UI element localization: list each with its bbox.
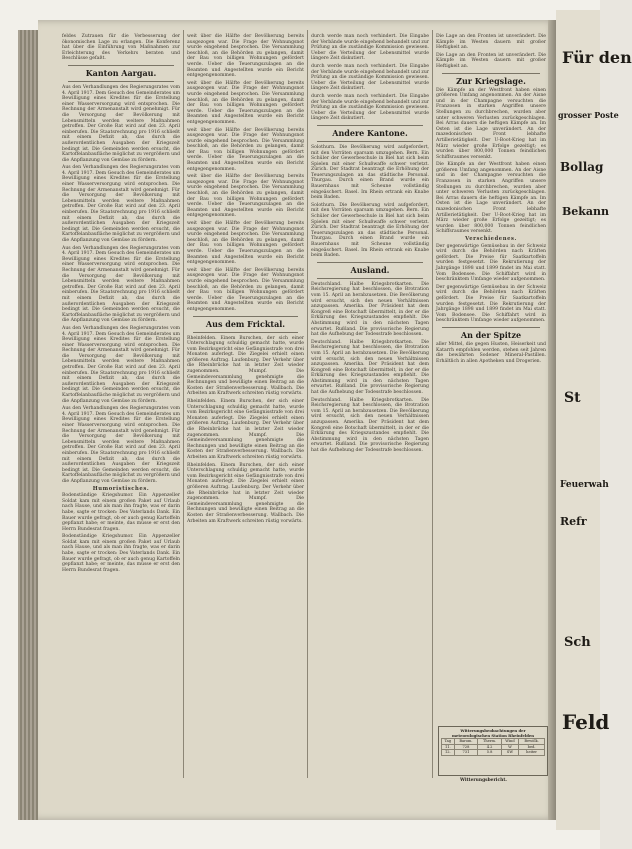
column-separator: [432, 30, 433, 778]
divider: [68, 81, 174, 82]
weather-cell: 12.: [442, 750, 455, 756]
weather-table: [438, 726, 548, 776]
divider: [193, 316, 298, 317]
ad-st: St: [564, 390, 581, 406]
article-body: durch werde man noch verhindert. Die Eingabe der Verbände wurde eingehend behandelt und zur Prüfung an die zuständige Kommission gewiesen. Ueber die Verteilung der Lebensmittel wurde längere Zeit diskutiert.: [311, 34, 429, 62]
column-1: [62, 34, 180, 774]
article-body: weit über die Hälfte der Bevölkerung bereits ausgezogen war. Die Frage der Wohnungsnot wurde eingehend besprochen. Die Versammlung beschloß, an die Behörden zu gelangen, damit der Bau von billigen Wohnungen gefördert werde. Ueber die Teuerungszulagen an die Beamten und Angestellten wurde ein Bericht entgegengenommen.: [187, 221, 304, 266]
weather-cell: 728: [454, 744, 478, 750]
weather-header: Tag: [442, 739, 455, 745]
section-heading-humor: Humoristisches.: [92, 485, 150, 492]
article-body: Rheinfelden. Einem Burschen, der sich einer Unterschlagung schuldig gemacht hatte, wurde vom Bezirksgericht eine Gefängnisstrafe von drei Monaten auferlegt. Die Ziegelei erhielt einen größeren Auftrag. Laufenburg. Der Verkehr über die Rheinbrücke hat in letzter Zeit wieder zugenommen. Mumpf. Die Gemeindeversammlung genehmigte die Rechnungen und bewilligte einen Beitrag an die Kosten der Straßenverbesserung. Wallbach. Die Arbeiten am Kraftwerk schreiten rüstig vorwärts.: [187, 399, 304, 460]
section-heading-kriegslage: Zur Kriegslage.: [456, 75, 526, 86]
weather-cell: bed.: [519, 744, 545, 750]
divider: [193, 332, 298, 333]
ad-poster: grosser Poste: [558, 110, 619, 120]
ad-headline: Für den: [562, 48, 632, 67]
article-body: Bodenständige Kriegshumor. Ein Appenzeller Soldat kam mit einem großen Paket auf Urlaub nach Hause, und als man ihn fragte, was er darin habe, sagte er trocken: Des Vaterlands Dank. Ein Bauer wurde gefragt, ob er auch genug Kartoffeln gepflanzt habe; er meinte, das müsse er erst den Herrn Bundesrat fragen.: [62, 493, 180, 532]
divider: [68, 65, 174, 66]
article-body: Der gegenwärtige Gemüsebau in der Schweiz wird durch die Behörden nach Kräften gefördert. Die Preise für Saatkartoffeln wurden festgesetzt. Die Rekrutierung der Jahrgänge 1898 und 1899 findet im Mai statt. Vom Bodensee. Die Schiffahrt wird in beschränktem Umfange wieder aufgenommen.: [436, 284, 546, 324]
ad-heading-spitze: An der Spitze: [460, 329, 522, 340]
column-separator: [183, 30, 184, 778]
section-heading-aargau: Kanton Aargau.: [85, 67, 157, 78]
divider: [317, 278, 423, 279]
weather-title: Witterungsbeobachtungen der meteorologischen Station Rheinfelden: [451, 728, 535, 738]
ad-brand: Bollag: [560, 160, 604, 174]
section-heading-verschiedenes: Verschiedenes.: [465, 236, 517, 242]
section-heading-ausland: Ausland.: [350, 264, 390, 275]
article-body: Deutschland. Halbe Kriegsbrotkarten. Die Reichsregierung hat beschlossen, die Brotration vom 15. April an herabzusetzen. Die Bevölkerung wird ersucht, sich den neuen Verhältnissen anzupassen. Amerika. Der Präsident hat dem Kongreß eine Botschaft übermittelt, in der er die Erklärung des Kriegszustandes empfiehlt. Die Abstimmung wird in den nächsten Tagen erwartet. Rußland. Die provisorische Regierung hat die Aufhebung der Todesstrafe beschlossen.: [311, 397, 429, 453]
weather-header: Bewölk.: [519, 739, 545, 745]
weather-cell: 11.: [442, 744, 455, 750]
section-heading-fricktal: Aus dem Fricktal.: [205, 318, 286, 329]
weather-header: Therm.: [478, 739, 502, 745]
column-2: [187, 34, 304, 774]
ad-feld: Feld: [562, 710, 610, 734]
article-body: Der gegenwärtige Gemüsebau in der Schweiz wird durch die Behörden nach Kräften gefördert. Die Preise für Saatkartoffeln wurden festgesetzt. Die Rekrutierung der Jahrgänge 1898 und 1899 findet im Mai statt. Vom Bodensee. Die Schiffahrt wird in beschränktem Umfange wieder aufgenommen.: [436, 243, 546, 283]
weather-cell: SW: [501, 750, 518, 756]
article-body: weit über die Hälfte der Bevölkerung bereits ausgezogen war. Die Frage der Wohnungsnot wurde eingehend besprochen. Die Versammlung beschloß, an die Behörden zu gelangen, damit der Bau von billigen Wohnungen gefördert werde. Ueber die Teuerungszulagen an die Beamten und Angestellten wurde ein Bericht entgegengenommen.: [187, 34, 304, 79]
ad-refr: Refr: [560, 515, 587, 528]
column-3: [311, 34, 429, 774]
right-page: [556, 10, 632, 830]
article-body: weit über die Hälfte der Bevölkerung bereits ausgezogen war. Die Frage der Wohnungsnot wurde eingehend besprochen. Die Versammlung beschloß, an die Behörden zu gelangen, damit der Bau von billigen Wohnungen gefördert werde. Ueber die Teuerungszulagen an die Beamten und Angestellten wurde ein Bericht entgegengenommen.: [187, 267, 304, 312]
divider: [317, 141, 423, 142]
article-body: Aus den Verhandlungen des Regierungsrates vom 4. April 1917. Dem Gesuch des Gemeinderates um Bewilligung eines Kredites für die Erstellung einer Wasserversorgung wird entsprochen. Die Rechnung der Armenanstalt wird genehmigt. Für die Versorgung der Bevölkerung mit Lebensmitteln werden weitere Maßnahmen getroffen. Der Große Rat wird auf den 23. April einberufen. Die Staatsrechnung pro 1916 schließt mit einem Defizit ab, das durch die außerordentlichen Ausgaben der Kriegszeit bedingt ist. Die Gemeinden werden ersucht, die Kartoffelanbaufläche möglichst zu vergrößern und die Anpflanzung von Gemüse zu fördern.: [62, 165, 180, 243]
article-body: Die Lage an den Fronten ist unverändert. Die Kämpfe im Westen dauern mit großer Heftigkeit an.: [436, 52, 546, 69]
weather-header: Barom.: [454, 739, 478, 745]
article-body: Deutschland. Halbe Kriegsbrotkarten. Die Reichsregierung hat beschlossen, die Brotration vom 15. April an herabzusetzen. Die Bevölkerung wird ersucht, sich den neuen Verhältnissen anzupassen. Amerika. Der Präsident hat dem Kongreß eine Botschaft übermittelt, in der er die Erklärung des Kriegszustandes empfiehlt. Die Abstimmung wird in den nächsten Tagen erwartet. Rußland. Die provisorische Regierung hat die Aufhebung der Todesstrafe beschlossen.: [311, 281, 429, 338]
article-intro: feldes Zutrauen für die Verbesserung der ökonomischen Lage zu erlangen. Die Konferenz hat über die Einführung von Maßnahmen zur Erleichterung des Verkehrs beraten und Beschlüsse gefaßt.: [62, 34, 180, 62]
column-4: [436, 34, 546, 724]
ad-bekannt: Bekann: [562, 205, 610, 218]
ad-body: aller Mittel, die gegen Husten, Heiserkeit und Katarrh empfohlen werden, stehen seit Jahren die bewährten Sodener Mineral-Pastillen. Erhältlich in allen Apotheken und Drogerien.: [436, 341, 546, 364]
article-body: Rheinfelden. Einem Burschen, der sich einer Unterschlagung schuldig gemacht hatte, wurde vom Bezirksgericht eine Gefängnisstrafe von drei Monaten auferlegt. Die Ziegelei erhielt einen größeren Auftrag. Laufenburg. Der Verkehr über die Rheinbrücke hat in letzter Zeit wieder zugenommen. Mumpf. Die Gemeindeversammlung genehmigte die Rechnungen und bewilligte einen Beitrag an die Kosten der Straßenverbesserung. Wallbach. Die Arbeiten am Kraftwerk schreiten rüstig vorwärts.: [187, 335, 304, 397]
article-body: Aus den Verhandlungen des Regierungsrates vom 4. April 1917. Dem Gesuch des Gemeinderates um Bewilligung eines Kredites für die Erstellung einer Wasserversorgung wird entsprochen. Die Rechnung der Armenanstalt wird genehmigt. Für die Versorgung der Bevölkerung mit Lebensmitteln werden weitere Maßnahmen getroffen. Der Große Rat wird auf den 23. April einberufen. Die Staatsrechnung pro 1916 schließt mit einem Defizit ab, das durch die außerordentlichen Ausgaben der Kriegszeit bedingt ist. Die Gemeinden werden ersucht, die Kartoffelanbaufläche möglichst zu vergrößern und die Anpflanzung von Gemüse zu fördern.: [62, 325, 180, 404]
weather-cell: 731: [454, 750, 478, 756]
footer-label: Witterungsbericht.: [460, 778, 507, 783]
article-body: Aus den Verhandlungen des Regierungsrates vom 4. April 1917. Dem Gesuch des Gemeinderates um Bewilligung eines Kredites für die Erstellung einer Wasserversorgung wird entsprochen. Die Rechnung der Armenanstalt wird genehmigt. Für die Versorgung der Bevölkerung mit Lebensmitteln werden weitere Maßnahmen getroffen. Der Große Rat wird auf den 23. April einberufen. Die Staatsrechnung pro 1916 schließt mit einem Defizit ab, das durch die außerordentlichen Ausgaben der Kriegszeit bedingt ist. Die Gemeinden werden ersucht, die Kartoffelanbaufläche möglichst zu vergrößern und die Anpflanzung von Gemüse zu fördern.: [62, 84, 180, 163]
article-body: Aus den Verhandlungen des Regierungsrates vom 4. April 1917. Dem Gesuch des Gemeinderates um Bewilligung eines Kredites für die Erstellung einer Wasserversorgung wird entsprochen. Die Rechnung der Armenanstalt wird genehmigt. Für die Versorgung der Bevölkerung mit Lebensmitteln werden weitere Maßnahmen getroffen. Der Große Rat wird auf den 23. April einberufen. Die Staatsrechnung pro 1916 schließt mit einem Defizit ab, das durch die außerordentlichen Ausgaben der Kriegszeit bedingt ist. Die Gemeinden werden ersucht, die Kartoffelanbaufläche möglichst zu vergrößern und die Anpflanzung von Gemüse zu fördern.: [62, 245, 180, 324]
weather-cell: 5.8: [478, 750, 502, 756]
article-body: weit über die Hälfte der Bevölkerung bereits ausgezogen war. Die Frage der Wohnungsnot wurde eingehend besprochen. Die Versammlung beschloß, an die Behörden zu gelangen, damit der Bau von billigen Wohnungen gefördert werde. Ueber die Teuerungszulagen an die Beamten und Angestellten wurde ein Bericht entgegengenommen.: [187, 80, 304, 125]
article-body: weit über die Hälfte der Bevölkerung bereits ausgezogen war. Die Frage der Wohnungsnot wurde eingehend besprochen. Die Versammlung beschloß, an die Behörden zu gelangen, damit der Bau von billigen Wohnungen gefördert werde. Ueber die Teuerungszulagen an die Beamten und Angestellten wurde ein Bericht entgegengenommen.: [187, 174, 304, 219]
weather-cell: 4.2: [478, 744, 502, 750]
article-body: durch werde man noch verhindert. Die Eingabe der Verbände wurde eingehend behandelt und zur Prüfung an die zuständige Kommission gewiesen. Ueber die Verteilung der Lebensmittel wurde längere Zeit diskutiert.: [311, 63, 429, 92]
article-body: Die Kämpfe an der Westfront haben einen größeren Umfang angenommen. An der Aisne und in der Champagne versuchten die Franzosen in starken Angriffen unsere Stellungen zu durchbrechen, wurden aber unter schweren Verlusten zurückgeschlagen. Bei Arras dauern die heftigen Kämpfe an. Im Osten ist die Lage unverändert. An der mazedonischen Front lebhafte Artillerietätigkeit. Der U-Boot-Krieg hat im März wieder große Erfolge gezeitigt; es wurden über 800,000 Tonnen feindlichen Schiffsraumes versenkt.: [436, 162, 546, 235]
divider: [442, 327, 540, 328]
ad-sch: Sch: [564, 635, 591, 650]
article-body: weit über die Hälfte der Bevölkerung bereits ausgezogen war. Die Frage der Wohnungsnot wurde eingehend besprochen. Die Versammlung beschloß, an die Behörden zu gelangen, damit der Bau von billigen Wohnungen gefördert werde. Ueber die Teuerungszulagen an die Beamten und Angestellten wurde ein Bericht entgegengenommen.: [187, 127, 304, 172]
book-page-edges: [18, 30, 38, 820]
weather-grid: [441, 738, 545, 756]
section-heading-kantone: Andere Kantone.: [332, 127, 408, 138]
weather-header: Wind: [501, 739, 518, 745]
article-body: Solothurn. Die Bevölkerung wird aufgefordert, mit den Vorräten sparsam umzugehen. Bern. Ein Schüler der Gewerbeschule in Biel hat sich beim Spielen mit einer Schußwaffe schwer verletzt. Zürich. Der Stadtrat beantragt die Erhöhung der Teuerungszulagen an das städtische Personal. Thurgau. Durch einen Brand wurde ein Bauernhaus mit Scheune vollständig eingeäschert. Basel. Im Rhein ertrank ein Knabe beim Baden.: [311, 144, 429, 201]
article-body: durch werde man noch verhindert. Die Eingabe der Verbände wurde eingehend behandelt und zur Prüfung an die zuständige Kommission gewiesen. Ueber die Verteilung der Lebensmittel wurde längere Zeit diskutiert.: [311, 93, 429, 122]
article-body: Solothurn. Die Bevölkerung wird aufgefordert, mit den Vorräten sparsam umzugehen. Bern. Ein Schüler der Gewerbeschule in Biel hat sich beim Spielen mit einer Schußwaffe schwer verletzt. Zürich. Der Stadtrat beantragt die Erhöhung der Teuerungszulagen an das städtische Personal. Thurgau. Durch einen Brand wurde ein Bauernhaus mit Scheune vollständig eingeäschert. Basel. Im Rhein ertrank ein Knabe beim Baden.: [311, 202, 429, 259]
article-body: Die Kämpfe an der Westfront haben einen größeren Umfang angenommen. An der Aisne und in der Champagne versuchten die Franzosen in starken Angriffen unsere Stellungen zu durchbrechen, wurden aber unter schweren Verlusten zurückgeschlagen. Bei Arras dauern die heftigen Kämpfe an. Im Osten ist die Lage unverändert. An der mazedonischen Front lebhafte Artillerietätigkeit. Der U-Boot-Krieg hat im März wieder große Erfolge gezeitigt; es wurden über 800,000 Tonnen feindlichen Schiffsraumes versenkt.: [436, 87, 546, 160]
divider: [317, 262, 423, 263]
weather-cell: W: [501, 744, 518, 750]
article-body: Deutschland. Halbe Kriegsbrotkarten. Die Reichsregierung hat beschlossen, die Brotration vom 15. April an herabzusetzen. Die Bevölkerung wird ersucht, sich den neuen Verhältnissen anzupassen. Amerika. Der Präsident hat dem Kongreß eine Botschaft übermittelt, in der er die Erklärung des Kriegszustandes empfiehlt. Die Abstimmung wird in den nächsten Tagen erwartet. Rußland. Die provisorische Regierung hat die Aufhebung der Todesstrafe beschlossen.: [311, 339, 429, 396]
article-body: Rheinfelden. Einem Burschen, der sich einer Unterschlagung schuldig gemacht hatte, wurde vom Bezirksgericht eine Gefängnisstrafe von drei Monaten auferlegt. Die Ziegelei erhielt einen größeren Auftrag. Laufenburg. Der Verkehr über die Rheinbrücke hat in letzter Zeit wieder zugenommen. Mumpf. Die Gemeindeversammlung genehmigte die Rechnungen und bewilligte einen Beitrag an die Kosten der Straßenverbesserung. Wallbach. Die Arbeiten am Kraftwerk schreiten rüstig vorwärts.: [187, 462, 304, 524]
weather-cell: heiter: [519, 750, 545, 756]
table-row: [442, 750, 545, 756]
ad-feuerwehr: Feuerwah: [560, 480, 609, 490]
article-body: Aus den Verhandlungen des Regierungsrates vom 4. April 1917. Dem Gesuch des Gemeinderates um Bewilligung eines Kredites für die Erstellung einer Wasserversorgung wird entsprochen. Die Rechnung der Armenanstalt wird genehmigt. Für die Versorgung der Bevölkerung mit Lebensmitteln werden weitere Maßnahmen getroffen. Der Große Rat wird auf den 23. April einberufen. Die Staatsrechnung pro 1916 schließt mit einem Defizit ab, das durch die außerordentlichen Ausgaben der Kriegszeit bedingt ist. Die Gemeinden werden ersucht, die Kartoffelanbaufläche möglichst zu vergrößern und die Anpflanzung von Gemüse zu fördern.: [62, 406, 180, 484]
divider: [442, 73, 540, 74]
divider: [317, 125, 423, 126]
article-body: Bodenständige Kriegshumor. Ein Appenzeller Soldat kam mit einem großen Paket auf Urlaub nach Hause, und als man ihn fragte, was er darin habe, sagte er trocken: Des Vaterlands Dank. Ein Bauer wurde gefragt, ob er auch genug Kartoffeln gepflanzt habe; er meinte, das müsse er erst den Herrn Bundesrat fragen.: [62, 534, 180, 573]
article-body: Die Lage an den Fronten ist unverändert. Die Kämpfe im Westen dauern mit großer Heftigkeit an.: [436, 34, 546, 51]
column-separator: [307, 30, 308, 778]
